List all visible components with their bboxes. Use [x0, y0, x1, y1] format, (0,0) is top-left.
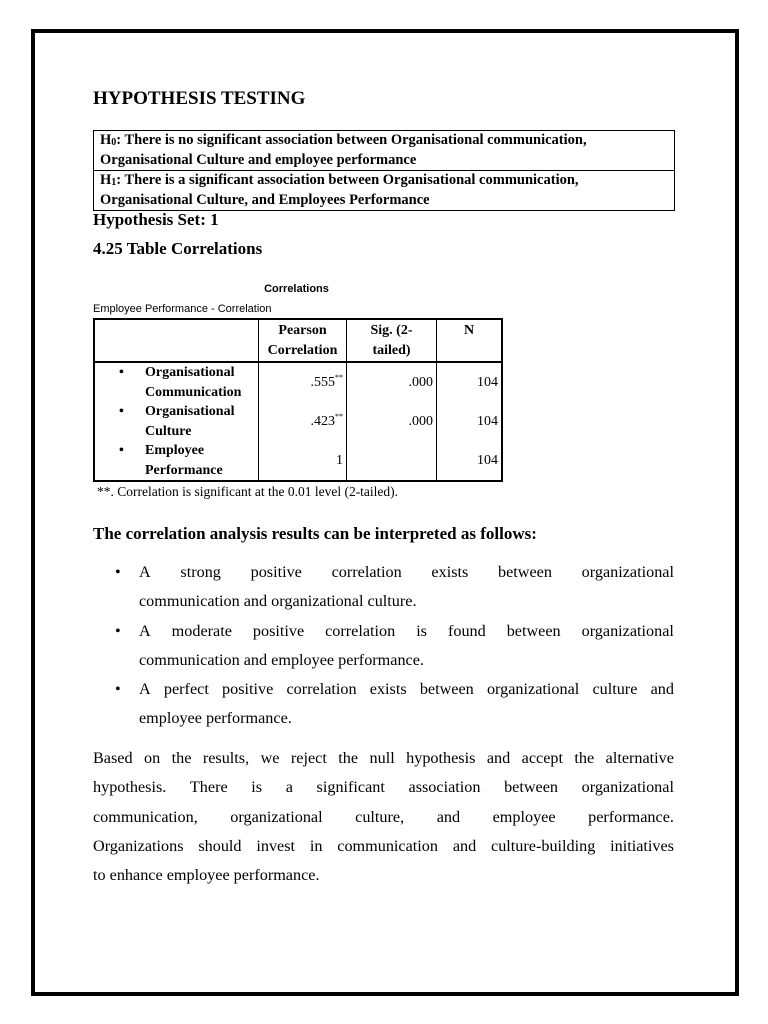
word: and — [436, 807, 461, 826]
justified-line — [139, 617, 674, 646]
row-label — [94, 402, 259, 441]
header-pearson-line1: Pearson — [278, 323, 327, 338]
word: significant — [316, 778, 385, 797]
word: performance. — [588, 807, 674, 826]
table-row — [94, 362, 502, 402]
row-label-line2: Culture — [145, 423, 192, 439]
sig-cell: .000 — [347, 402, 437, 441]
word: the — [171, 749, 192, 767]
bullet-icon: • — [115, 680, 121, 699]
list-item — [93, 617, 674, 676]
h0-symbol: H — [100, 132, 112, 148]
conclusion-line — [93, 803, 674, 832]
word: There — [189, 778, 228, 797]
word: culture — [592, 680, 638, 699]
page-title: HYPOTHESIS TESTING — [93, 88, 306, 109]
row-label-line2: Communication — [145, 384, 242, 400]
word: between — [506, 621, 561, 640]
word: A — [139, 621, 151, 640]
word: hypothesis — [406, 749, 476, 767]
list-item-line2: employee performance. — [139, 709, 292, 728]
pearson-value: 1 — [336, 452, 343, 468]
conclusion-line — [93, 773, 674, 802]
word: invest — [256, 836, 296, 855]
table-row — [94, 402, 502, 441]
word: positive — [222, 680, 274, 699]
word: exists — [431, 563, 469, 581]
word: positive — [252, 621, 305, 640]
list-item-line2: communication and employee performance. — [139, 650, 424, 669]
word: exists — [369, 680, 407, 699]
hypotheses-box — [93, 130, 675, 211]
table-footnote: **. Correlation is significant at the 0.01 level (2-tailed). — [97, 484, 399, 499]
word: and — [486, 749, 511, 767]
word: employee — [492, 807, 556, 826]
word: the — [574, 749, 595, 767]
n-cell: 104 — [437, 402, 503, 441]
word: association — [408, 778, 481, 797]
significance-marker: ** — [335, 411, 343, 421]
word: on — [144, 749, 161, 767]
word: correlation — [286, 680, 357, 699]
row-label-line1: Organisational — [145, 404, 235, 419]
sig-cell: .000 — [347, 362, 437, 402]
null-hypothesis — [94, 131, 674, 170]
word: moderate — [171, 621, 232, 640]
conclusion-paragraph — [93, 744, 674, 890]
header-n: N — [437, 319, 503, 362]
word: hypothesis. — [93, 778, 167, 797]
justified-line — [139, 558, 674, 587]
row-label-line1: Employee — [145, 443, 205, 458]
word: positive — [250, 563, 302, 581]
word: Organizations — [93, 836, 184, 855]
word: null — [369, 749, 395, 767]
word: accept — [521, 749, 563, 767]
word: strong — [180, 563, 221, 581]
row-label — [94, 362, 259, 402]
word: organizational — [230, 807, 323, 826]
n-cell: 104 — [437, 441, 503, 481]
significance-marker: ** — [335, 372, 343, 382]
word: organizational — [581, 778, 674, 797]
word: initiatives — [610, 836, 674, 855]
table-caption: Correlations — [264, 283, 329, 295]
word: results, — [202, 749, 250, 767]
word: between — [419, 680, 474, 699]
h0-text: : There is no significant association between Organisational communication, Organisational Culture and employee performance — [100, 132, 587, 168]
word: we — [260, 749, 280, 767]
word: organizational — [581, 621, 674, 640]
pearson-value: .555 — [310, 374, 335, 390]
word: should — [198, 836, 242, 855]
pearson-cell — [259, 362, 347, 402]
conclusion-line: to enhance employee performance. — [93, 866, 320, 885]
word: and — [650, 680, 674, 699]
hypothesis-set-title: Hypothesis Set: 1 — [93, 210, 219, 229]
header-pearson-line2: Correlation — [267, 342, 338, 358]
word: and — [452, 836, 477, 855]
word: in — [309, 836, 323, 855]
word: A — [139, 680, 151, 699]
findings-list — [93, 558, 674, 734]
header-sig — [347, 319, 437, 362]
bullet-icon: • — [119, 365, 124, 380]
word: the — [338, 749, 359, 767]
word: perfect — [163, 680, 209, 699]
justified-line — [139, 675, 674, 704]
bullet-icon: • — [115, 621, 121, 640]
pearson-value: .423 — [310, 413, 335, 429]
row-label-line2: Performance — [145, 462, 223, 478]
header-empty — [94, 319, 259, 362]
interpretation-title: The correlation analysis results can be interpreted as follows: — [93, 524, 537, 543]
row-label-line1: Organisational — [145, 365, 235, 380]
word: between — [504, 778, 559, 797]
pearson-cell — [259, 441, 347, 481]
word: communication — [337, 836, 438, 855]
bullet-icon: • — [119, 404, 124, 419]
pearson-cell — [259, 402, 347, 441]
list-item — [93, 558, 674, 617]
header-sig-line1: Sig. (2- — [370, 323, 413, 338]
bullet-icon: • — [119, 443, 124, 458]
list-item-line2: communication and organizational culture. — [139, 592, 417, 611]
word: is — [251, 778, 263, 797]
word: Based — [93, 749, 133, 767]
sig-cell — [347, 441, 437, 481]
word: correlation — [331, 563, 402, 581]
word: correlation — [325, 621, 396, 640]
table-title: 4.25 Table Correlations — [93, 239, 263, 258]
h1-symbol: H — [100, 172, 112, 188]
word: culture-building — [491, 836, 596, 855]
word: organizational — [581, 563, 674, 581]
h1-subscript: 1 — [111, 177, 117, 188]
word: culture, — [355, 807, 405, 826]
alternative-hypothesis — [94, 170, 674, 210]
word: organizational — [486, 680, 580, 699]
word: a — [285, 778, 293, 797]
word: alternative — [605, 749, 674, 767]
word: is — [416, 621, 427, 640]
table-subtitle: Employee Performance - Correlation — [93, 303, 272, 315]
row-label — [94, 441, 259, 481]
word: communication, — [93, 807, 198, 826]
h1-text: : There is a significant association between Organisational communication, Organisational Culture, and Employees Performance — [100, 172, 579, 208]
correlations-table — [93, 318, 503, 482]
h0-subscript: 0 — [111, 137, 117, 148]
table-row — [94, 441, 502, 481]
word: found — [447, 621, 486, 640]
bullet-icon: • — [115, 563, 121, 581]
word: reject — [290, 749, 327, 767]
table-header-row — [94, 319, 502, 362]
header-pearson — [259, 319, 347, 362]
header-sig-line2: tailed) — [372, 342, 411, 358]
word: A — [139, 563, 151, 581]
conclusion-line — [93, 744, 674, 773]
n-cell: 104 — [437, 362, 503, 402]
word: between — [498, 563, 552, 581]
conclusion-line — [93, 832, 674, 861]
list-item — [93, 675, 674, 734]
